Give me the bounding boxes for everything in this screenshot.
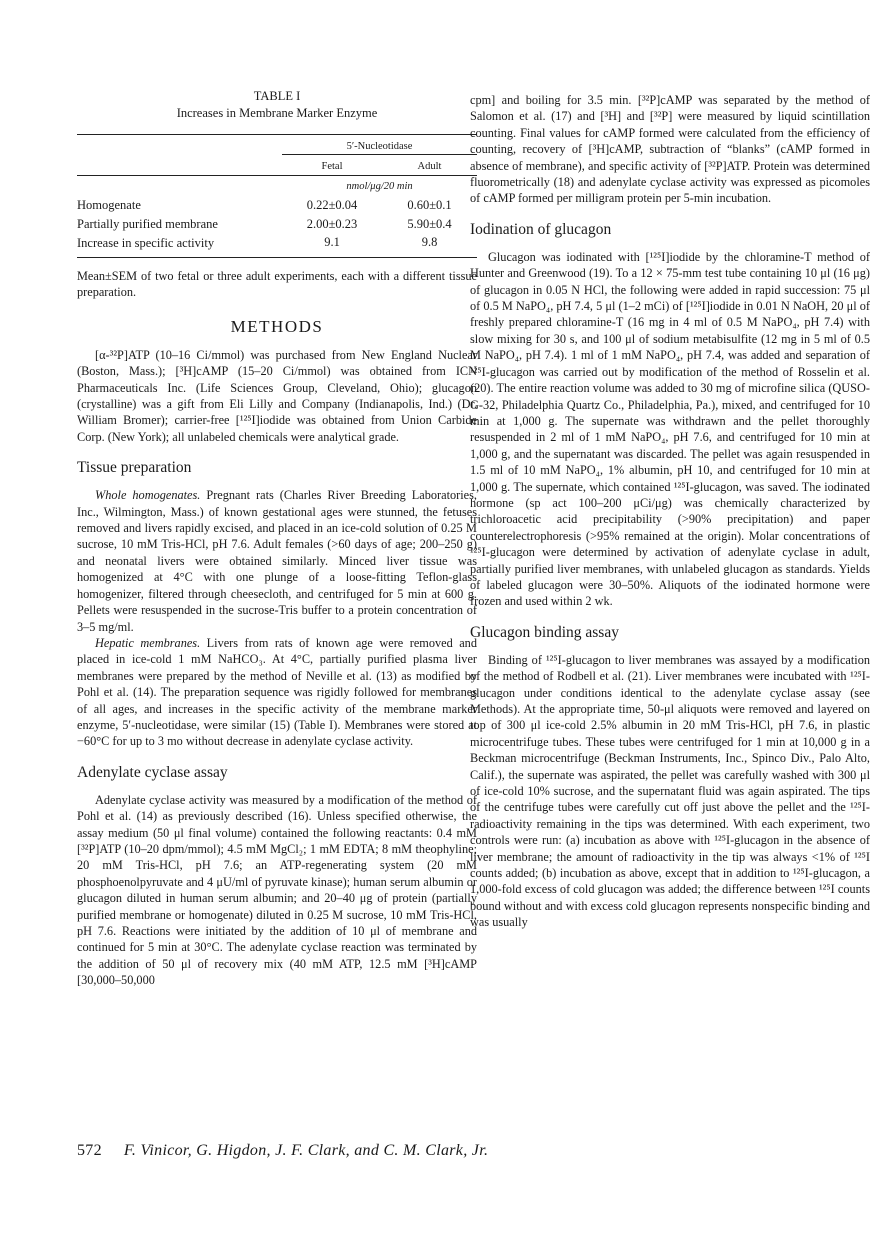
right-column bbox=[470, 92, 870, 931]
methods-heading: METHODS bbox=[230, 316, 324, 336]
tissue-paragraph-1 bbox=[77, 487, 477, 635]
iodination-paragraph: Glucagon was iodinated with [¹²⁵I]iodide by the chloramine-T method of Hunter and Greenwood (19). To a 12 × 75-mm test tube containing 10 μl (16 μg) of glucagon in 0.05 N HCl, the following were added in rapid succession: 75 μl of 0.5 M NaPO₄, pH 7.4, 5 μl (1–2 mCi) of [¹²⁵I]iodide in 0.01 N NaOH, 20 μl of freshly prepared chloramine-T (16 mg in 4 ml of 0.5 M NaPO₄, pH 7.4) with slow mixing for 30 s, and 100 μl of sodium metabisulfite (12 mg in 5 ml of 0.5 M NaPO₄, pH 7.4). 1 ml of 1 mM NaPO₄, pH 7.4, was added and separation of ¹²⁵I-glucagon was carried out by modification of the method of Rosselin et al. (20). The entire reaction volume was added to 30 mg of microfine silica (QUSO-G-32, Philadelphia Quartz Co., Philadelphia, Pa.), mixed, and centrifuged for 10 min at 1,000 g. The supernate was withdrawn and the pellet thoroughly resuspended in 2 ml of 1 mM NaPO₄, pH 7.6, and centrifuged for 10 min at 1,000 g, and the supernatant was discarded. The pellet was again resuspended in 1.5 ml of 10 mM NaPO₄, 1% albumin, pH 10, and centrifuged for 10 min at 1,000 g. The supernate, which contained ¹²⁵I-glucagon, was saved. The iodinated hormone (sp act 100–200 μCi/μg) was chemically characterized by trichloroacetic acid precipitability (>90% precipitation) and paper counterelectrophoresis (>95% remained at the origin). Molar concentrations of ¹²⁵I-glucagon were determined by activation of adenylate cyclase in adult, partially purified liver membranes, with unlabeled glucagon as standards. Yields of labeled glucagon were 30–50%. Aliquots of the iodinated hormone were frozen and used within 2 wk. bbox=[470, 249, 870, 609]
page-footer bbox=[77, 1142, 777, 1160]
table-caption bbox=[77, 88, 477, 122]
left-column bbox=[77, 88, 477, 989]
table-label: TABLE I bbox=[253, 89, 301, 103]
table-row bbox=[77, 196, 477, 215]
iodination-heading: Iodination of glucagon bbox=[470, 220, 612, 238]
author-line: F. Vinicor, G. Higdon, J. F. Clark, and C. M. Clark, Jr. bbox=[123, 1142, 489, 1159]
cell-adult: 0.60±0.1 bbox=[407, 198, 452, 212]
units: nmol/μg/20 min bbox=[346, 181, 413, 192]
page-number: 572 bbox=[77, 1142, 102, 1159]
table-1 bbox=[77, 134, 477, 258]
table-footnote: Mean±SEM of two fetal or three adult experiments, each with a different tissue preparation. bbox=[77, 269, 477, 300]
adenylate-paragraph: Adenylate cyclase activity was measured by a modification of the method of Pohl et al. (14) as previously described (16). Unless specified otherwise, the assay medium (50 μl final volume) contained the following reactants: 0.4 mM [³²P]ATP (10–20 dpm/mmol); 4.5 mM MgCl₂; 1 mM EDTA; 8 mM theophyline; 20 mM Tris-HCl, pH 7.6; an ATP-regenerating system (20 mM phosphoenolpyruvate and 4 μU/ml of pyruvate kinase); human serum albumin or glucagon diluted in human serum albumin; and 20–40 μg of protein (partially purified membrane or homogenate) diluted in 0.25 M sucrose, 10 mM Tris-HCl, pH 7.6. Reactions were initiated by the addition of 10 μl of membrane and continued for 5 min at 30°C. The adenylate cyclase reaction was terminated by the addition of 50 μl of recovery mix (40 mM ATP, 12.5 mM [³H]cAMP [30,000–50,000 bbox=[77, 792, 477, 988]
adenylate-paragraph-continued: cpm] and boiling for 3.5 min. [³²P]cAMP was separated by the method of Salomon et al. (17) and [³H] and [³²P] were measured by liquid scintillation counting. Final values for cAMP formed were calculated from the efficiency of counting, recovery of [³H]cAMP, subtraction of “blanks” (cAMP formed in absence of membrane), and specific activity of [³²P]ATP. Protein was determined fluorometrically (18) and adenylate cyclase activity was expressed as picomoles of cAMP formed per milligram protein per 5-min incubation. bbox=[470, 93, 870, 206]
hepatic-membranes-text: Livers from rats of known age were removed and placed in ice-cold 1 mM NaHCO₃. At 4°C, partially purified plasma liver membranes were prepared by the method of Neville et al. (13) as modified by Pohl et al. (14). The preparation sequence was rigidly followed for membranes of all ages, and increases in the specific activity of the membrane marker enzyme, 5′-nucleotidase, were similar (15) (Table I). Membranes were stored at −60°C for up to 3 mo without decrease in adenylate cyclase activity. bbox=[77, 635, 477, 749]
whole-homogenates-lead: Whole homogenates. bbox=[95, 488, 201, 503]
binding-heading: Glucagon binding assay bbox=[470, 623, 619, 641]
cell-fetal: 9.1 bbox=[324, 235, 340, 249]
cell-fetal: 2.00±0.23 bbox=[306, 217, 358, 231]
table-title: Increases in Membrane Marker Enzyme bbox=[176, 106, 378, 120]
cell-fetal: 0.22±0.04 bbox=[306, 198, 358, 212]
cell-adult: 9.8 bbox=[421, 235, 438, 249]
whole-homogenates-text: Pregnant rats (Charles River Breeding Laboratories, Inc., Wilmington, Mass.) of known gestational ages were stunned, the fetuses removed and livers rapidly excised, and placed in an ice-cold solution of 0.25 M sucrose, 10 mM Tris-HCl, pH 7.6. Adult females (>60 days of age; 200–250 g) and neonatal livers were obtained similarly. Minced liver tissue was homogenized at 4°C with one plunge of a loose-fitting Teflon-glass homogenizer, filtered through cheesecloth, and centrifuged for 5 min at 600 g. Pellets were resuspended in the sucrose-Tris buffer to a protein concentration of 3–5 mg/ml. bbox=[77, 488, 478, 634]
group-header: 5′-Nucleotidase bbox=[282, 135, 477, 155]
table-row bbox=[77, 215, 477, 234]
cell-adult: 5.90±0.4 bbox=[407, 217, 452, 231]
methods-materials: [α-³²P]ATP (10–16 Ci/mmol) was purchased from New England Nuclear (Boston, Mass.); [³H]cAMP (15–20 Ci/mmol) was obtained from ICN Pharmaceuticals Inc. (Life Sciences Group, Cleveland, Ohio); glucagon (crystalline) was a gift from Eli Lilly and Company (Indianapolis, Ind.) (Dr. William Bromer); carrier-free [¹²⁵I]iodide was obtained from Union Carbide Corp. (New York); all unlabeled chemicals were analytical grade. bbox=[77, 347, 477, 444]
row-label: Homogenate bbox=[77, 198, 141, 212]
tissue-heading: Tissue preparation bbox=[77, 459, 192, 477]
hepatic-membranes-lead: Hepatic membranes. bbox=[95, 635, 201, 650]
tissue-paragraph-2 bbox=[77, 635, 477, 750]
binding-paragraph: Binding of ¹²⁵I-glucagon to liver membranes was assayed by a modification of the method of Rodbell et al. (21). Liver membranes were incubated with ¹²⁵I-glucagon under conditions identical to the adenylate cyclase assay (see Methods). At the appropriate time, 50-μl aliquots were removed and layered on top of 300 μl ice-cold 2.5% albumin in 20 mM Tris-HCl, pH 7.6, in plastic microcentrifuge tubes. These tubes were centrifuged for 1 min at 10,000 g in a Beckman microcentrifuge (Beckman Instruments, Inc., Spinco Div., Palo Alto, Calif.), the supernate was aspirated, the pellet was carefully washed with 300 μl of ice-cold 10% sucrose, and the supernatant fluid was again aspirated. The tips of the centrifuge tubes were carefully cut off just above the pellet and the ¹²⁵I-radioactivity remaining in the tips was determined. With each experiment, two controls were run: (a) incubation as above with ¹²⁵I-glucagon in the absence of liver membrane; the amount of radioactivity in the tip was always <1% of ¹²⁵I counts added; (b) incubation as above, except that in addition to ¹²⁵I-glucagon, a 1,000-fold excess of cold glucagon was added; the difference between ¹²⁵I counts bound without and with excess cold glucagon represents nonspecific binding and was usually bbox=[470, 652, 870, 930]
col-fetal: Fetal bbox=[321, 161, 343, 172]
row-label: Partially purified membrane bbox=[77, 217, 218, 231]
table-row bbox=[77, 234, 477, 258]
row-label: Increase in specific activity bbox=[77, 236, 215, 250]
col-adult: Adult bbox=[417, 161, 442, 172]
adenylate-heading: Adenylate cyclase assay bbox=[77, 763, 228, 781]
